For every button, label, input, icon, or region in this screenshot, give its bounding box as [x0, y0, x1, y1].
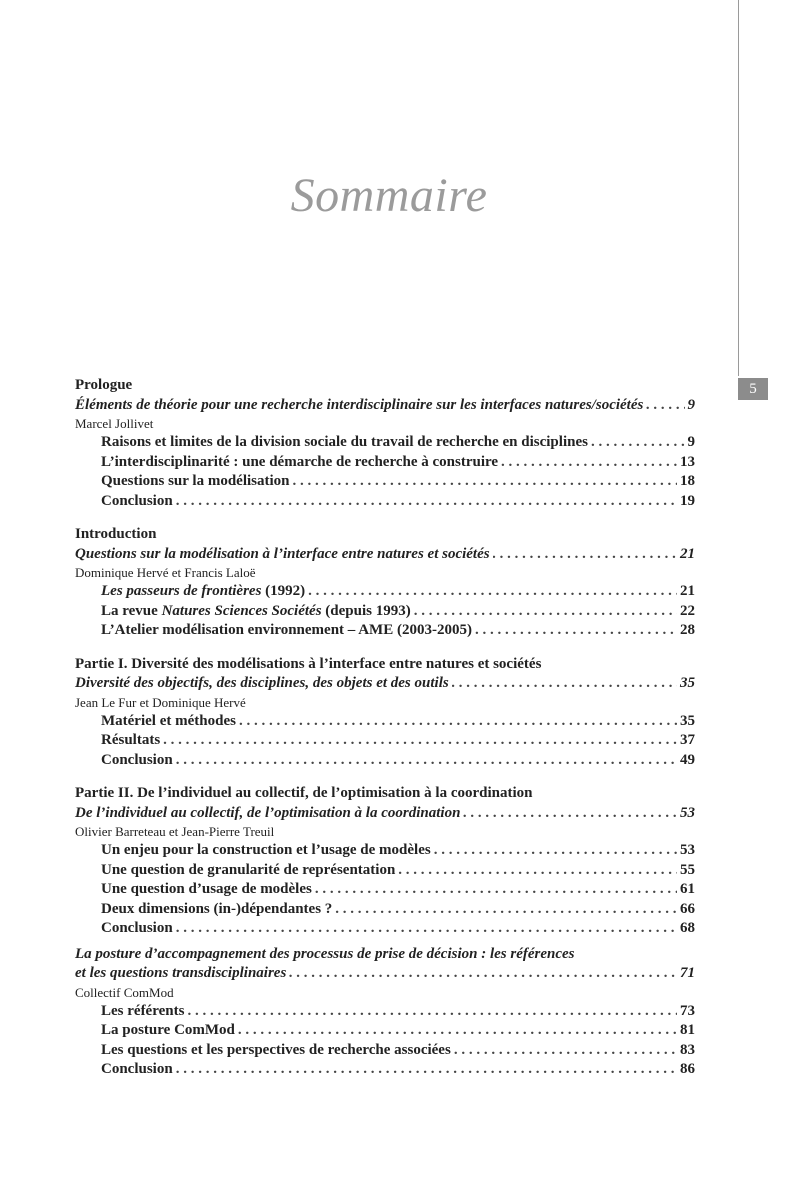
page-ref: 19	[680, 492, 695, 509]
page-ref: 21	[680, 545, 695, 562]
section-entry[interactable]	[75, 919, 695, 939]
part-heading-partie-1: Partie I. Diversité des modélisations à l’interface entre natures et sociétés	[75, 655, 542, 672]
dot-leader	[187, 1002, 677, 1022]
chapter-author: Olivier Barreteau et Jean-Pierre Treuil	[75, 824, 275, 839]
section-entry[interactable]	[75, 433, 695, 453]
dot-leader	[398, 861, 677, 881]
section-entry[interactable]	[75, 1021, 695, 1041]
chapter-title-line1[interactable]: La posture d’accompagnement des processus de prise de décision : les références	[75, 945, 575, 962]
dot-leader	[335, 900, 677, 920]
dot-leader	[293, 472, 677, 492]
dot-leader	[308, 582, 677, 602]
section-title: Conclusion	[101, 1061, 173, 1077]
section-title: Conclusion	[101, 492, 173, 509]
dot-leader	[176, 1060, 677, 1080]
section-title: Une question d’usage de modèles	[101, 881, 312, 897]
dot-leader	[176, 751, 677, 771]
section-title: Les référents	[101, 1002, 185, 1019]
page-title: Sommaire	[290, 169, 488, 222]
dot-leader	[591, 433, 685, 453]
page-ref: 86	[680, 1061, 695, 1077]
page-ref: 49	[680, 751, 695, 768]
page-ref: 35	[680, 675, 695, 691]
chapter-title: Diversité des objectifs, des disciplines, des objets et des outils	[75, 675, 449, 691]
section-entry[interactable]	[75, 861, 695, 881]
dot-leader	[493, 545, 677, 565]
page-ref: 35	[680, 712, 695, 729]
part-heading-prologue: Prologue	[75, 377, 133, 393]
page-ref: 71	[680, 965, 695, 981]
page-ref: 9	[687, 434, 695, 450]
section-entry[interactable]	[75, 472, 695, 492]
page-ref: 73	[680, 1002, 695, 1019]
page-ref: 55	[680, 861, 695, 878]
page-ref: 9	[687, 396, 695, 413]
chapter-title: Éléments de théorie pour une recherche interdisciplinaire sur les interfaces natures/sociétés	[75, 396, 644, 413]
table-of-contents	[75, 376, 695, 1080]
page-ref: 66	[680, 900, 695, 917]
section-entry[interactable]	[75, 880, 695, 900]
dot-leader	[239, 712, 677, 732]
chapter-entry[interactable]	[75, 396, 695, 416]
page-ref: 22	[680, 602, 695, 619]
dot-leader	[501, 453, 677, 473]
page-ref: 28	[680, 622, 695, 638]
section-entry[interactable]	[75, 731, 695, 751]
dot-leader	[289, 964, 677, 984]
section-entry[interactable]	[75, 492, 695, 512]
section-title: Résultats	[101, 732, 161, 748]
page-ref: 21	[680, 583, 695, 599]
section-entry[interactable]	[75, 900, 695, 920]
dot-leader	[176, 919, 677, 939]
dot-leader	[176, 492, 677, 512]
page-ref: 68	[680, 920, 695, 936]
section-title: L’Atelier modélisation environnement – AME (2003-2005)	[101, 622, 472, 638]
page-ref: 13	[680, 453, 695, 470]
section-title: Les passeurs de frontières (1992)	[101, 583, 306, 599]
section-title: Matériel et méthodes	[101, 712, 236, 729]
chapter-author: Dominique Hervé et Francis Laloë	[75, 565, 256, 580]
chapter-author: Collectif ComMod	[75, 984, 174, 1000]
section-title: Une question de granularité de représentation	[101, 861, 396, 878]
part-heading-introduction: Introduction	[75, 526, 157, 542]
section-entry[interactable]	[75, 453, 695, 473]
dot-leader	[646, 396, 684, 416]
section-entry[interactable]	[75, 841, 695, 861]
section-title: Un enjeu pour la construction et l’usage de modèles	[101, 842, 431, 858]
page-ref: 53	[680, 804, 695, 821]
section-entry[interactable]	[75, 621, 695, 641]
page-ref: 81	[680, 1022, 695, 1038]
dot-leader	[315, 880, 677, 900]
dot-leader	[463, 804, 677, 824]
page-ref: 37	[680, 732, 695, 748]
chapter-entry[interactable]	[75, 964, 695, 984]
part-heading-partie-2: Partie II. De l’individuel au collectif, de l’optimisation à la coordination	[75, 785, 533, 801]
dot-leader	[414, 602, 677, 622]
page-ref: 18	[680, 473, 695, 489]
chapter-entry[interactable]	[75, 674, 695, 694]
section-title: L’interdisciplinarité : une démarche de recherche à construire	[101, 453, 499, 470]
dot-leader	[238, 1021, 677, 1041]
page-number-tab: 5	[738, 378, 768, 400]
section-title: La posture ComMod	[101, 1022, 235, 1038]
chapter-title-line2: et les questions transdisciplinaires	[75, 965, 287, 981]
page-ref: 53	[680, 842, 695, 858]
section-title: Deux dimensions (in-)dépendantes ?	[101, 900, 333, 917]
section-entry[interactable]	[75, 1060, 695, 1080]
dot-leader	[454, 1041, 677, 1061]
dot-leader	[434, 841, 677, 861]
chapter-entry[interactable]	[75, 804, 695, 824]
section-entry[interactable]	[75, 602, 695, 622]
page-ref: 61	[680, 881, 695, 897]
chapter-author: Marcel Jollivet	[75, 416, 154, 431]
section-entry[interactable]	[75, 751, 695, 771]
section-title: Conclusion	[101, 920, 173, 936]
dot-leader	[452, 674, 677, 694]
section-entry[interactable]	[75, 582, 695, 602]
section-entry[interactable]	[75, 1002, 695, 1022]
section-title: Les questions et les perspectives de recherche associées	[101, 1041, 451, 1058]
chapter-title: Questions sur la modélisation à l’interface entre natures et sociétés	[75, 545, 490, 562]
section-title: Raisons et limites de la division sociale du travail de recherche en disciplines	[101, 434, 588, 450]
section-title: La revue Natures Sciences Sociétés (depuis 1993)	[101, 602, 411, 619]
page-ref: 83	[680, 1041, 695, 1058]
chapter-author: Jean Le Fur et Dominique Hervé	[75, 694, 246, 710]
chapter-entry[interactable]	[75, 545, 695, 565]
section-title: Questions sur la modélisation	[101, 473, 290, 489]
chapter-title: De l’individuel au collectif, de l’optimisation à la coordination	[75, 804, 461, 821]
section-title: Conclusion	[101, 751, 173, 768]
dot-leader	[475, 621, 677, 641]
section-entry[interactable]	[75, 712, 695, 732]
dot-leader	[163, 731, 677, 751]
section-entry[interactable]	[75, 1041, 695, 1061]
